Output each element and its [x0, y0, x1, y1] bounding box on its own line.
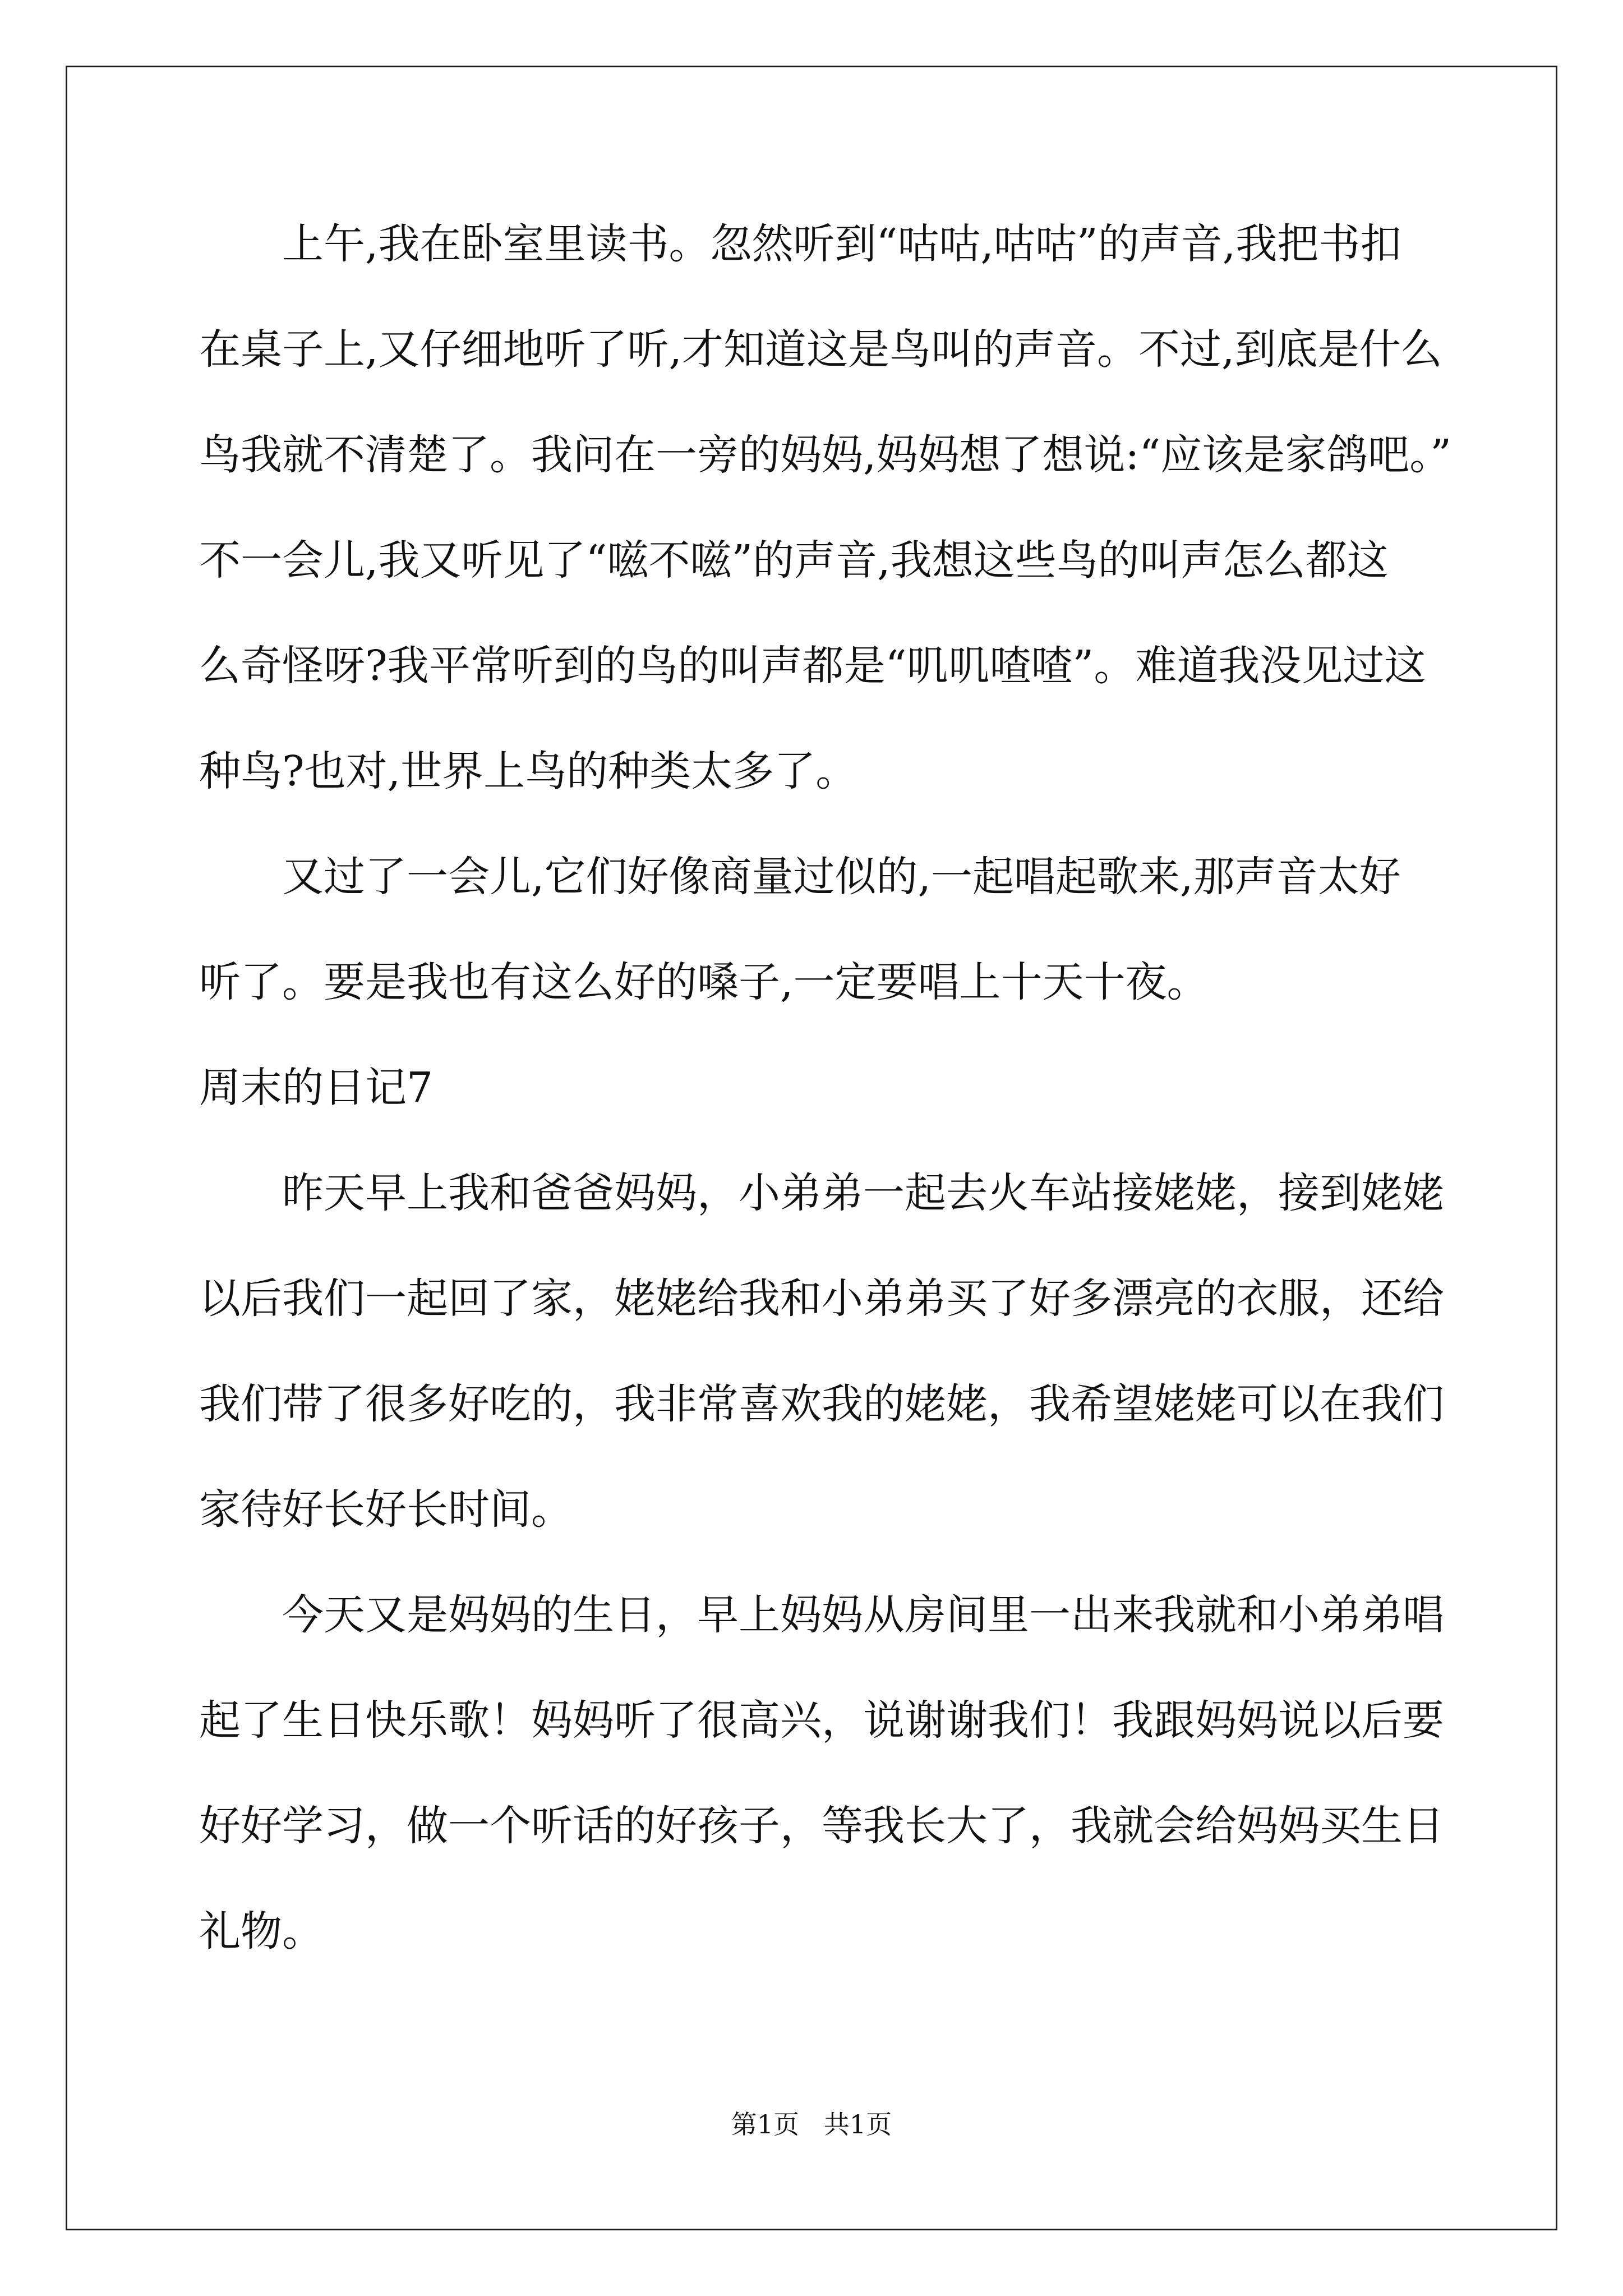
- paragraph-4-line-4: 礼物。: [199, 1907, 324, 1955]
- paragraph-2-line-1: 又过了一会儿,它们好像商量过似的,一起唱起歌来,那声音太好: [282, 853, 1401, 901]
- section-heading: 周末的日记7: [199, 1064, 434, 1112]
- paragraph-2-line-2: 听了。要是我也有这么好的嗓子,一定要唱上十天十夜。: [199, 958, 1209, 1006]
- paragraph-1-line-4: 不一会儿,我又听见了“嗞不嗞”的声音,我想这些鸟的叫声怎么都这: [199, 536, 1389, 585]
- paragraph-3-line-3: 我们带了很多好吃的，我非常喜欢我的姥姥，我希望姥姥可以在我们: [199, 1380, 1444, 1428]
- paragraph-1-line-5: 么奇怪呀?我平常听到的鸟的叫声都是“叽叽喳喳”。难道我没见过这: [199, 642, 1426, 690]
- paragraph-4-line-1: 今天又是妈妈的生日，早上妈妈从房间里一出来我就和小弟弟唱: [282, 1591, 1444, 1639]
- page-footer: 第1页 共1页: [731, 2109, 892, 2139]
- paragraph-3-line-2: 以后我们一起回了家，姥姥给我和小弟弟买了好多漂亮的衣服，还给: [199, 1274, 1444, 1323]
- paragraph-1-line-1: 上午,我在卧室里读书。忽然听到“咕咕,咕咕”的声音,我把书扣: [282, 220, 1402, 268]
- paragraph-3-line-1: 昨天早上我和爸爸妈妈，小弟弟一起去火车站接姥姥，接到姥姥: [282, 1169, 1444, 1217]
- paragraph-1-line-6: 种鸟?也对,世界上鸟的种类太多了。: [199, 747, 857, 795]
- paragraph-1-line-3: 鸟我就不清楚了。我问在一旁的妈妈,妈妈想了想说:“应该是家鸽吧。”: [199, 431, 1452, 479]
- paragraph-4-line-3: 好好学习，做一个听话的好孩子，等我长大了，我就会给妈妈买生日: [199, 1802, 1444, 1850]
- paragraph-3-line-4: 家待好长好长时间。: [199, 1485, 573, 1534]
- paragraph-1-line-2: 在桌子上,又仔细地听了听,才知道这是鸟叫的声音。不过,到底是什么: [199, 325, 1442, 374]
- paragraph-4-line-2: 起了生日快乐歌！妈妈听了很高兴，说谢谢我们！我跟妈妈说以后要: [199, 1696, 1444, 1745]
